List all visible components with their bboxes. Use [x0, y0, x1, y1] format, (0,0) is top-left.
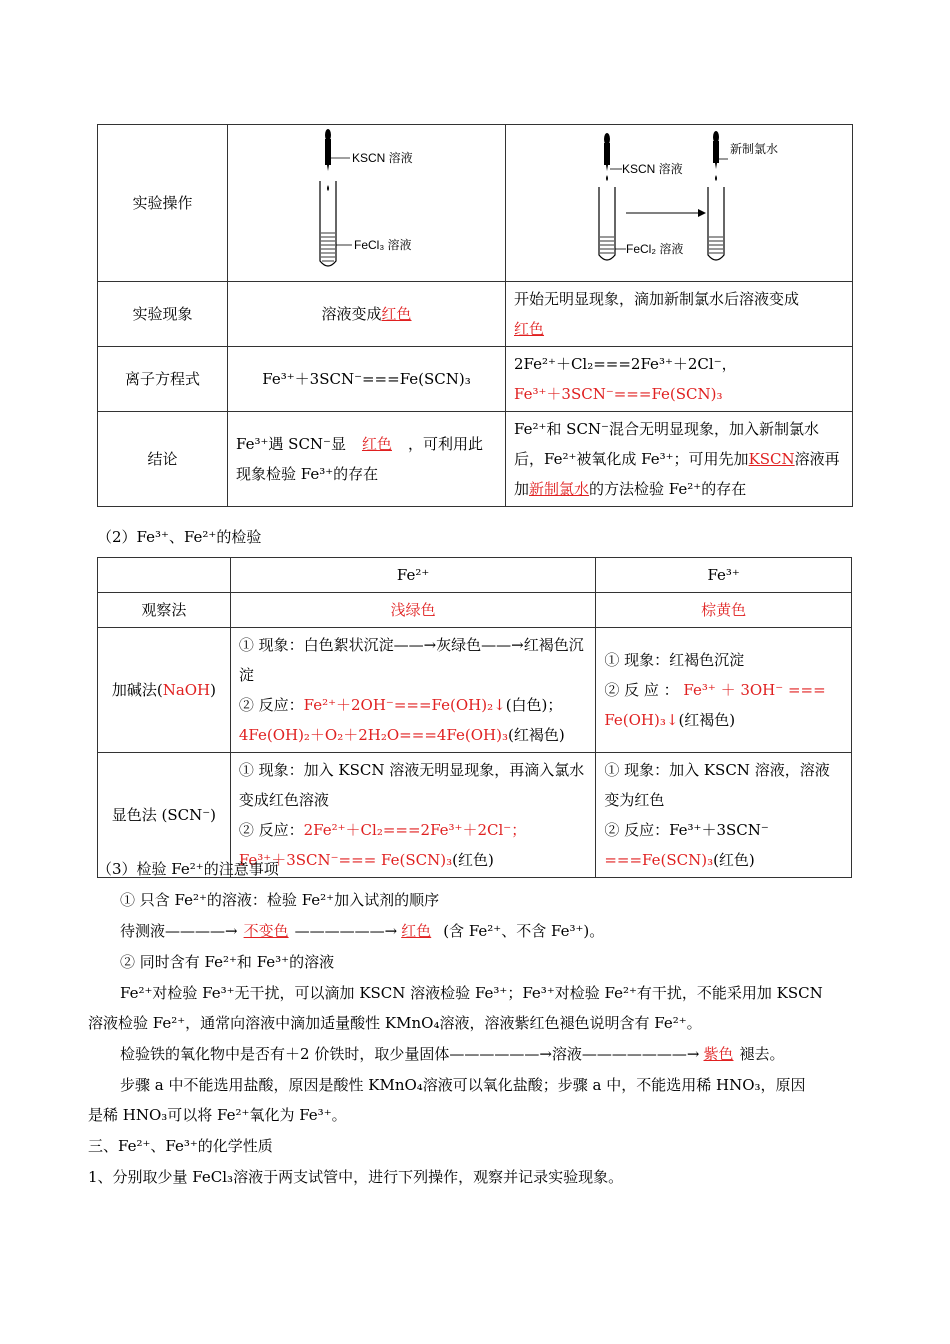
text: 的方法检验 Fe²⁺的存在 [589, 480, 747, 498]
arrow-icon: ———————→ [581, 1045, 700, 1063]
row-base [98, 628, 852, 753]
section-title: （2）Fe³⁺、Fe²⁺的检验 [97, 528, 262, 546]
solution-label: FeCl₂ 溶液 [626, 242, 684, 256]
text: 褪去。 [739, 1045, 785, 1063]
reagent-label: KSCN 溶液 [622, 162, 683, 176]
text: ① 现象：红褐色沉淀 [604, 651, 745, 669]
text: 溶液再加 [514, 450, 840, 498]
text: 溶液 [551, 1045, 582, 1063]
answer-fill: KSCN [748, 450, 795, 468]
cell: ① 现象：白色絮状沉淀——→灰绿色——→红褐色沉淀 ② 反应：Fe²⁺＋2OH⁻===Fe(OH)₂↓(白色)； 4Fe(OH)₂＋O₂＋2H₂O===4Fe(OH)₃(红褐色) [230, 628, 595, 753]
text: Fe²⁺和 SCN⁻混合无明显现象，加入新制氯水后，Fe²⁺被氧化成 Fe³⁺；可用先加 [514, 420, 819, 468]
paragraph: 1、分别取少量 FeCl₃溶液于两支试管中，进行下列操作，观察并记录实验现象。 [88, 1168, 624, 1186]
answer-cell: 棕黄色 [596, 593, 852, 628]
cell: ① 现象：加入 KSCN 溶液无明显现象，再滴入氯水变成红色溶液 ② 反应：2Fe²⁺＋Cl₂===2Fe³⁺＋2Cl⁻； Fe³⁺＋3SCN⁻=== Fe(SCN)₃(红色) [230, 753, 595, 878]
cell: Fe³⁺＋3SCN⁻===Fe(SCN)₃ [228, 347, 506, 412]
solution-label: FeCl₃ 溶液 [354, 238, 412, 252]
test-tube-diagram-2 [506, 125, 852, 281]
header-cell: Fe²⁺ [230, 558, 595, 593]
figure-ksc-fecl3 [228, 125, 506, 282]
equation-answer: Fe³⁺＋3SCN⁻===Fe(SCN)₃ [514, 385, 723, 403]
row-label: 显色法 (SCN⁻) [98, 753, 231, 878]
arrow-icon: ——————→ [449, 1045, 552, 1063]
section-title: 三、Fe²⁺、Fe³⁺的化学性质 [88, 1137, 273, 1155]
paragraph: 溶液检验 Fe²⁺，通常向溶液中滴加适量酸性 KMnO₄溶液，溶液紫红色褪色说明含有 Fe²⁺。 [88, 1014, 702, 1032]
cell [506, 347, 853, 412]
answer-fill: 不变色 [243, 922, 289, 940]
row-equation [98, 347, 853, 412]
cell: ① 现象：红褐色沉淀 ② 反 应 ： Fe³⁺ ＋ 3OH⁻ === Fe(OH)₃↓(红褐色) [596, 628, 852, 753]
header-row [98, 558, 852, 593]
equation-answer: ===Fe(SCN)₃ [604, 851, 714, 869]
paragraph: 是稀 HNO₃可以将 Fe²⁺氧化为 Fe³⁺。 [88, 1106, 347, 1124]
equation-answer: Fe³⁺ ＋ 3OH⁻ === [683, 681, 826, 699]
text: 检验铁的氧化物中是否有＋2 价铁时，取少量固体 [120, 1045, 450, 1063]
text: ① 现象：白色絮状沉淀——→灰绿色——→红褐色沉淀 [238, 636, 584, 684]
equation-answer: Fe(OH)₃↓ [604, 711, 679, 729]
arrow-icon: ——————→ [294, 922, 398, 940]
text: 待测液 [120, 922, 166, 940]
text: Fe³⁺遇 SCN⁻显 [236, 435, 346, 453]
answer-fill: 红色 [381, 305, 412, 323]
equation-answer: 2Fe²⁺＋Cl₂===2Fe³⁺＋2Cl⁻； [303, 821, 527, 839]
cell: ① 现象：加入 KSCN 溶液，溶液变为红色 ② 反应：Fe³⁺＋3SCN⁻ ===Fe(SCN)₃(红色) [596, 753, 852, 878]
header-cell [98, 558, 231, 593]
text: (含 Fe²⁺、不含 Fe³⁺)。 [443, 922, 605, 940]
cell [506, 282, 853, 347]
answer-fill: 新制氯水 [529, 480, 590, 498]
row-label: 离子方程式 [98, 347, 228, 412]
item: ② 同时含有 Fe²⁺和 Fe³⁺的溶液 [120, 953, 335, 971]
test-tube-diagram-1 [228, 125, 505, 281]
paragraph: Fe²⁺对检验 Fe³⁺无干扰，可以滴加 KSCN 溶液检验 Fe³⁺；Fe³⁺对检验 Fe²⁺有干扰，不能采用加 KSCN [120, 984, 823, 1002]
row-label: 实验现象 [98, 282, 228, 347]
paragraph [120, 1039, 785, 1069]
equation-answer: Fe³⁺＋3SCN⁻=== Fe(SCN)₃ [238, 851, 453, 869]
text: ，可利用此现象检验 Fe³⁺的存在 [236, 435, 483, 483]
section-title: （3）检验 Fe²⁺的注意事项 [97, 860, 279, 878]
text: 溶液变成 [321, 305, 382, 323]
fe-test-table [97, 557, 852, 878]
answer-fill: 紫色 [703, 1045, 734, 1063]
text: 开始无明显现象，滴加新制氯水后溶液变成 [514, 290, 800, 308]
text: ① 现象：加入 KSCN 溶液，溶液变为红色 [604, 761, 830, 809]
answer-fill: 红色 [514, 320, 545, 338]
figure-ksc-fecl2 [506, 125, 853, 282]
row-label: 实验操作 [98, 125, 228, 282]
cell [228, 282, 506, 347]
row-label: 结论 [98, 412, 228, 507]
answer-fill: 红色 [361, 435, 392, 453]
answer-fill: 红色 [401, 922, 432, 940]
equation: 2Fe²⁺＋Cl₂===2Fe³⁺＋2Cl⁻， [514, 355, 737, 373]
equation-answer: Fe²⁺＋2OH⁻===Fe(OH)₂↓ [303, 696, 506, 714]
equation-answer: 4Fe(OH)₂＋O₂＋2H₂O===4Fe(OH)₃ [238, 726, 508, 744]
row-observe [98, 593, 852, 628]
header-cell: Fe³⁺ [596, 558, 852, 593]
row-label: 观察法 [98, 593, 231, 628]
row-phenomenon [98, 282, 853, 347]
flow-line [120, 916, 604, 946]
item: ① 只含 Fe²⁺的溶液：检验 Fe²⁺加入试剂的顺序 [120, 891, 440, 909]
text: ① 现象：加入 KSCN 溶液无明显现象，再滴入氯水变成红色溶液 [238, 761, 585, 809]
row-label: 加碱法(NaOH) [98, 628, 231, 753]
arrow-icon: ————→ [165, 922, 238, 940]
reagent-label: KSCN 溶液 [352, 151, 413, 165]
row-conclusion [98, 412, 853, 507]
cell [506, 412, 853, 507]
reagent2-label: 新制氯水 [730, 142, 779, 156]
answer-cell: 浅绿色 [230, 593, 595, 628]
paragraph: 步骤 a 中不能选用盐酸，原因是酸性 KMnO₄溶液可以氧化盐酸；步骤 a 中，不能选用稀 HNO₃，原因 [120, 1076, 806, 1094]
row-operation [98, 125, 853, 282]
experiment-table [97, 124, 853, 507]
cell [228, 412, 506, 507]
